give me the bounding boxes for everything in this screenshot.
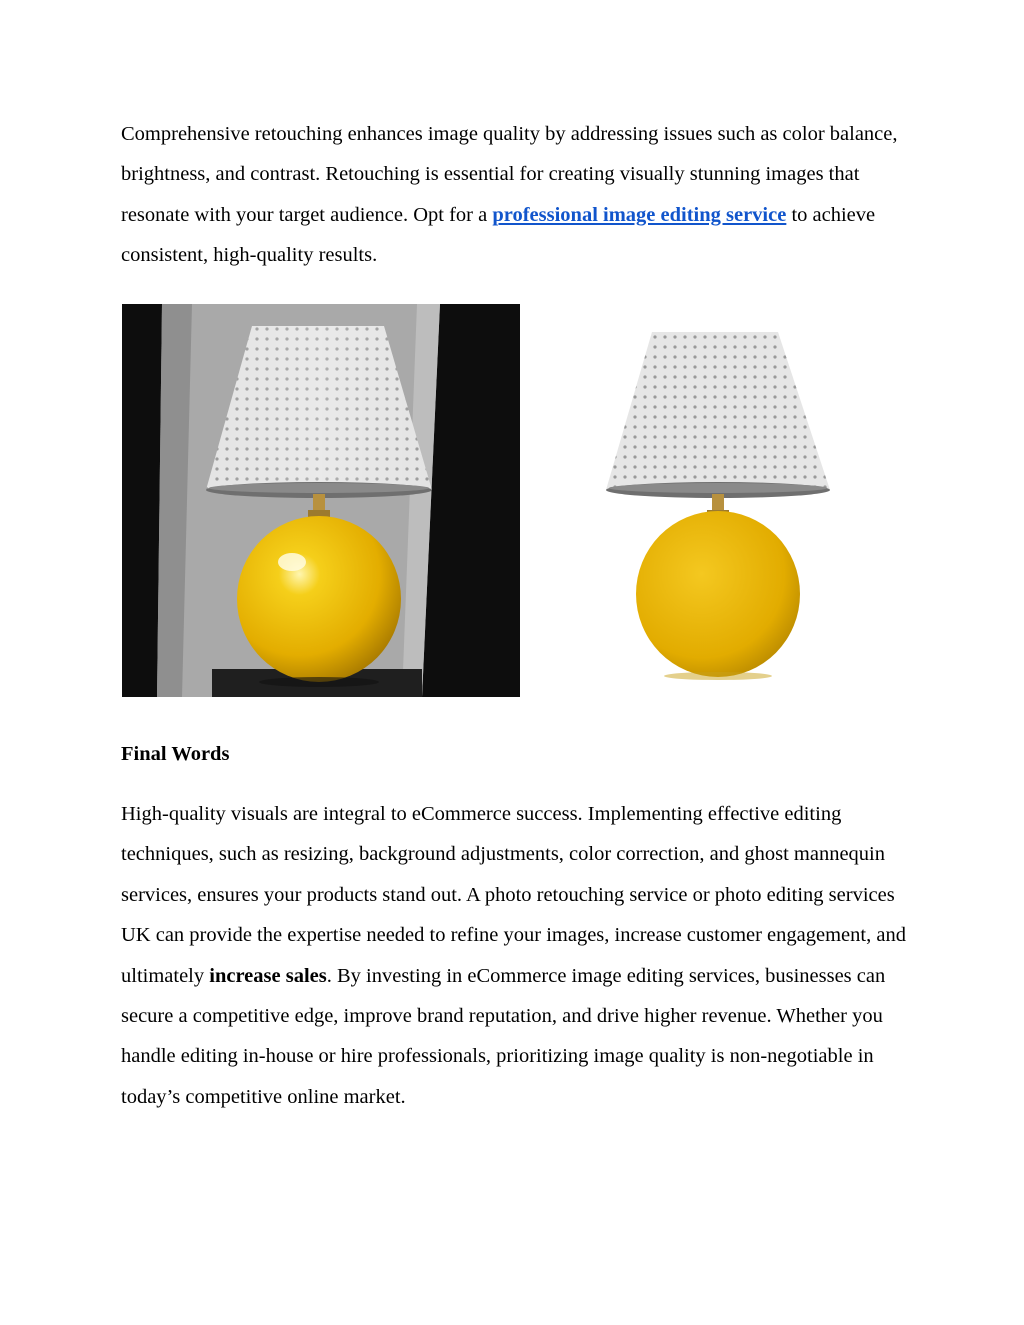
final-text-start: High-quality visuals are integral to eCommerce success. Implementing effective editing techniques, such as resizing, background adjustments, color correction, and ghost mannequin services, ensures your products stand out. A photo retouching service or photo editing services UK can provide the expertise needed to refine your images, increase customer engagement, and ultimately: [121, 803, 906, 987]
intro-paragraph: [121, 114, 921, 276]
intro-text-start: Comprehensive retouching enhances image quality by addressing issues such as color balance, brightness, and contrast. Retouching is essential for creating visually stunning images that resonate with your target audience. Opt for a: [121, 123, 898, 226]
increase-sales-bold: increase sales: [209, 964, 327, 987]
final-words-heading: Final Words: [121, 743, 230, 765]
lamp-original-icon: [122, 304, 520, 697]
professional-image-editing-link[interactable]: professional image editing service: [492, 203, 787, 226]
lamp-photo-retouched: [600, 322, 836, 682]
intro-text-end: to achieve consistent, high-quality results.: [121, 203, 876, 267]
lamp-photo-original: [122, 304, 520, 697]
final-paragraph: [121, 794, 921, 1117]
lamp-retouched-icon: [600, 322, 836, 682]
final-text-end: . By investing in eCommerce image editing services, businesses can secure a competitive edge, improve brand reputation, and drive higher revenue. Whether you handle editing in-house or hire professionals, prioritizing image quality is non-negotiable in today’s competitive online market.: [121, 964, 886, 1108]
